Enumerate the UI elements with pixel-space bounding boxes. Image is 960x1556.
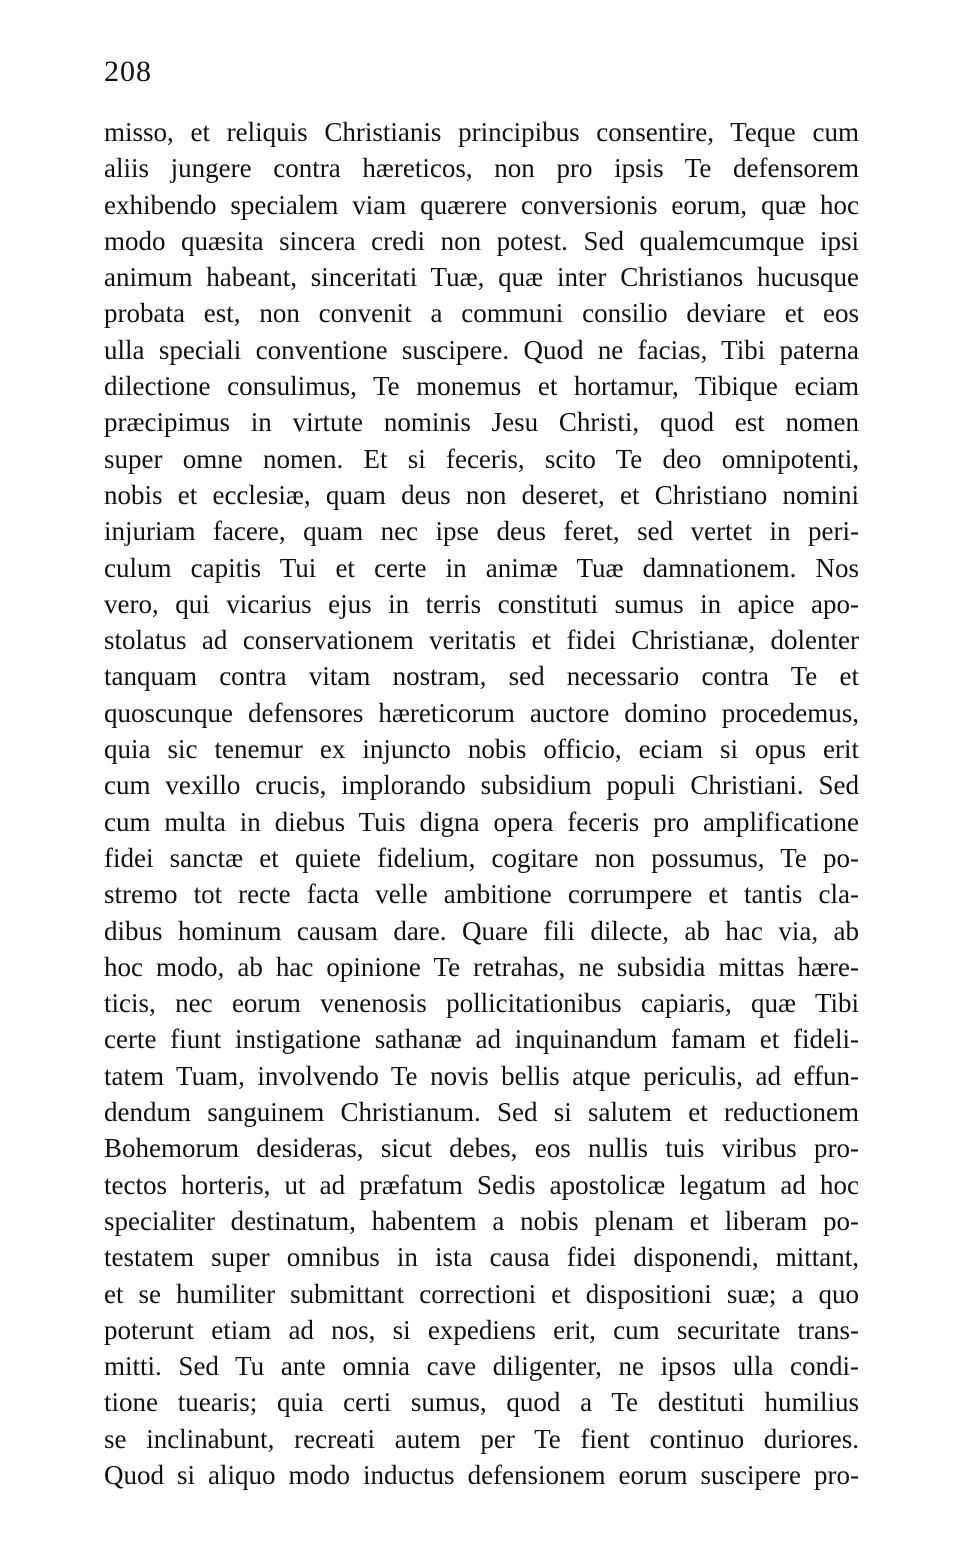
text-line: probata est, non convenit a communi consilio deviare et eos [104, 298, 859, 329]
text-line: dilectione consulimus, Te monemus et hortamur, Tibique eciam [104, 371, 859, 402]
text-line: testatem super omnibus in ista causa fidei disponendi, mittant, [104, 1242, 859, 1273]
text-line: quia sic tenemur ex injuncto nobis officio, eciam si opus erit [104, 734, 859, 765]
text-line: tectos horteris, ut ad præfatum Sedis apostolicæ legatum ad hoc [104, 1169, 859, 1200]
text-line: quoscunque defensores hæreticorum auctore domino procedemus, [104, 697, 859, 728]
text-line: cum vexillo crucis, implorando subsidium populi Christiani. Sed [104, 770, 859, 801]
text-line: misso, et reliquis Christianis principibus consentire, Teque cum [104, 117, 859, 147]
text-line: mitti. Sed Tu ante omnia cave diligenter, ne ipsos ulla condi- [104, 1351, 859, 1382]
text-line: præcipimus in virtute nominis Jesu Christi, quod est nomen [104, 407, 859, 438]
text-line: vero, qui vicarius ejus in terris constituti sumus in apice apo- [104, 588, 859, 619]
text-line: stolatus ad conservationem veritatis et fidei Christianæ, dolenter [104, 625, 859, 656]
text-line: ulla speciali conventione suscipere. Quod ne facias, Tibi paterna [104, 334, 859, 365]
text-line: tione tuearis; quia certi sumus, quod a Te destituti humilius [104, 1387, 859, 1418]
text-line: modo quæsita sincera credi non potest. Sed qualemcumque ipsi [104, 225, 859, 256]
text-line: et se humiliter submittant correctioni et dispositioni suæ; a quo [104, 1278, 859, 1309]
text-line: injuriam facere, quam nec ipse deus feret, sed vertet in peri- [104, 516, 859, 547]
text-line: specialiter destinatum, habentem a nobis plenam et liberam po- [104, 1205, 859, 1236]
text-line: tanquam contra vitam nostram, sed necessario contra Te et [104, 661, 859, 692]
text-line: super omne nomen. Et si feceris, scito Te deo omnipotenti, [104, 443, 859, 474]
text-line: Quod si aliquo modo inductus defensionem eorum suscipere pro- [104, 1459, 859, 1490]
text-line: tatem Tuam, involvendo Te novis bellis atque periculis, ad effun- [104, 1060, 859, 1091]
text-line: stremo tot recte facta velle ambitione corrumpere et tantis cla- [104, 879, 859, 910]
text-line: certe fiunt instigatione sathanæ ad inquinandum famam et fideli- [104, 1024, 859, 1055]
text-line: animum habeant, sinceritati Tuæ, quæ inter Christianos hucusque [104, 262, 859, 293]
text-line: Bohemorum desideras, sicut debes, eos nullis tuis viribus pro- [104, 1133, 859, 1164]
text-line: fidei sanctæ et quiete fidelium, cogitare non possumus, Te po- [104, 842, 859, 873]
text-line: exhibendo specialem viam quærere conversionis eorum, quæ hoc [104, 189, 859, 220]
text-line: cum multa in diebus Tuis digna opera feceris pro amplificatione [104, 806, 859, 837]
text-line: nobis et ecclesiæ, quam deus non deseret, et Christiano nomini [104, 479, 859, 510]
text-line: se inclinabunt, recreati autem per Te fient continuo duriores. [104, 1423, 859, 1454]
body-text [104, 114, 859, 1493]
page-number: 208 [104, 55, 152, 88]
text-line: hoc modo, ab hac opinione Te retrahas, ne subsidia mittas hære- [104, 951, 859, 982]
text-line: dendum sanguinem Christianum. Sed si salutem et reductionem [104, 1097, 859, 1128]
text-line: poterunt etiam ad nos, si expediens erit, cum securitate trans- [104, 1314, 859, 1345]
text-line: ticis, nec eorum venenosis pollicitationibus capiaris, quæ Tibi [104, 988, 859, 1019]
text-line: dibus hominum causam dare. Quare fili dilecte, ab hac via, ab [104, 915, 859, 946]
text-line: culum capitis Tui et certe in animæ Tuæ damnationem. Nos [104, 552, 859, 583]
text-line: aliis jungere contra hæreticos, non pro ipsis Te defensorem [104, 153, 859, 184]
